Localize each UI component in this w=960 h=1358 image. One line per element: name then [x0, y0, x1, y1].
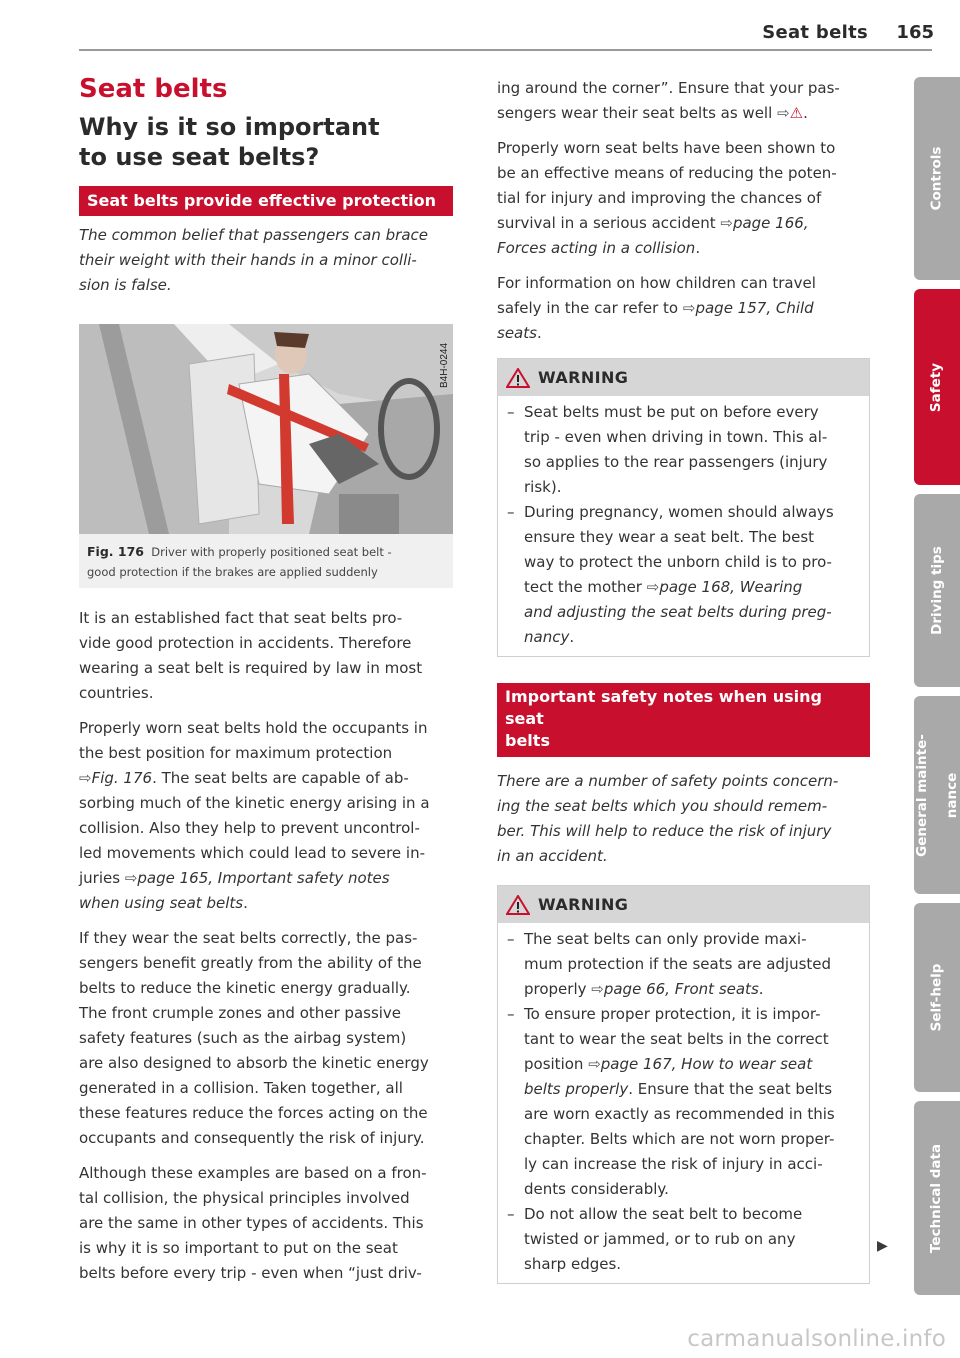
cross-reference-link[interactable]: and adjusting the seat belts during preg-	[524, 603, 832, 621]
text-span: safely in the car refer to	[497, 299, 683, 317]
body-paragraph	[79, 1161, 453, 1286]
text-span: .	[758, 980, 764, 998]
side-tab-label: Technical data	[928, 1143, 945, 1253]
text-span: properly	[524, 980, 592, 998]
figure-caption-line: Driver with properly positioned seat belt -	[151, 545, 392, 559]
text-line: mum protection if the seats are adjusted	[524, 955, 832, 973]
text-line: be an effective means of reducing the poten-	[497, 164, 837, 182]
text-line: twisted or jammed, or to rub on any	[524, 1230, 796, 1248]
text-line: so applies to the rear passengers (injury	[524, 453, 828, 471]
text-line: ly can increase the risk of injury in acci-	[524, 1155, 823, 1173]
cross-reference-link[interactable]: belts properly	[524, 1080, 629, 1098]
text-span: position	[524, 1055, 589, 1073]
intro-line: in an accident.	[497, 847, 608, 865]
figure-caption-line: good protection if the brakes are applied suddenly	[87, 565, 378, 579]
warning-item	[506, 1202, 859, 1277]
cross-reference-link[interactable]: when using seat belts	[79, 894, 244, 912]
side-tab-technical-data[interactable]	[914, 1101, 960, 1295]
figure-label: Fig. 176	[87, 544, 144, 559]
cross-ref-arrow-icon: ⇨	[646, 578, 660, 596]
warning-item-text	[524, 1202, 802, 1277]
cross-reference-link[interactable]: nancy	[524, 628, 570, 646]
list-dash: –	[507, 1205, 515, 1223]
warning-body	[498, 396, 869, 656]
text-line	[79, 866, 453, 891]
left-column	[79, 74, 453, 1296]
topic-banner	[497, 683, 870, 757]
text-span: . The seat belts are capable of ab-	[152, 769, 409, 787]
text-line: sorbing much of the kinetic energy arising in a	[79, 794, 430, 812]
text-span: .	[243, 894, 248, 912]
side-tab-label: Driving tips	[928, 546, 945, 635]
cross-reference-link[interactable]: page 66, Front seats	[603, 980, 759, 998]
continue-arrow-icon: ▶	[877, 1238, 888, 1254]
text-line: tial for injury and improving the chances of	[497, 189, 822, 207]
intro-text	[79, 223, 453, 298]
warning-item-text	[524, 500, 834, 650]
banner-line: Important safety notes when using seat	[505, 687, 822, 728]
body-paragraph	[79, 926, 453, 1151]
list-dash: –	[507, 403, 515, 421]
running-header-title: Seat belts	[762, 22, 868, 43]
text-span: . Ensure that the seat belts	[628, 1080, 833, 1098]
text-line: vide good protection in accidents. Therefore	[79, 634, 412, 652]
subsection-title	[79, 112, 453, 172]
watermark: carmanualsonline.info	[687, 1326, 946, 1352]
list-dash: –	[507, 503, 515, 521]
text-line	[524, 625, 834, 650]
topic-banner: Seat belts provide effective protection	[79, 186, 453, 216]
intro-line: There are a number of safety points concern-	[497, 772, 839, 790]
text-line: tal collision, the physical principles involved	[79, 1189, 410, 1207]
cross-reference-link[interactable]: page 168, Wearing	[659, 578, 803, 596]
body-paragraph	[79, 716, 453, 916]
text-span: .	[695, 239, 701, 257]
warning-title: WARNING	[538, 895, 629, 914]
text-line: To ensure proper protection, it is impor-	[524, 1005, 821, 1023]
body-paragraph	[497, 136, 870, 261]
side-tab-label: Controls	[928, 146, 945, 211]
text-line: If they wear the seat belts correctly, the pas-	[79, 929, 418, 947]
intro-line: their weight with their hands in a minor colli-	[79, 251, 417, 269]
right-column	[497, 76, 870, 1284]
text-line: sengers wear their seat belts as well ⇨⚠.	[497, 104, 808, 122]
text-line: occupants and consequently the risk of injury.	[79, 1129, 425, 1147]
side-tab-controls[interactable]	[914, 77, 960, 280]
text-line: trip - even when driving in town. This al-	[524, 428, 828, 446]
text-line: risk).	[524, 478, 562, 496]
intro-text	[497, 769, 870, 869]
text-line: dents considerably.	[524, 1180, 669, 1198]
text-line: generated in a collision. Taken together, all	[79, 1079, 403, 1097]
text-span: .	[569, 628, 575, 646]
text-line: Properly worn seat belts have been shown to	[497, 139, 836, 157]
text-line	[497, 321, 870, 346]
cross-reference-link[interactable]: page 165, Important safety notes	[137, 869, 390, 887]
list-dash: –	[507, 930, 515, 948]
text-line: countries.	[79, 684, 154, 702]
cross-ref-arrow-icon: ⇨	[777, 104, 790, 122]
side-tab-label: Safety	[928, 362, 945, 412]
warning-item	[506, 927, 859, 1002]
text-line: sharp edges.	[524, 1255, 622, 1273]
figure-code-text: B4H-0244	[439, 342, 450, 388]
subsection-title-line: Why is it so important	[79, 113, 380, 141]
figure-caption	[79, 534, 453, 588]
side-tab-general-maintenance[interactable]	[914, 696, 960, 894]
side-tab-label	[915, 734, 960, 857]
side-tab-label: Self-help	[928, 963, 945, 1032]
cross-ref-arrow-icon: ⇨	[124, 869, 138, 887]
cross-reference-link[interactable]: seats	[497, 324, 537, 342]
text-line	[497, 211, 870, 236]
text-line: The seat belts can only provide maxi-	[524, 930, 807, 948]
text-line: sengers benefit greatly from the ability of the	[79, 954, 422, 972]
figure-driver-seatbelt	[79, 324, 453, 534]
text-line: Although these examples are based on a fron-	[79, 1164, 427, 1182]
cross-ref-arrow-icon: ⇨	[79, 769, 92, 787]
text-line	[497, 236, 870, 261]
text-line: belts to reduce the kinetic energy gradually.	[79, 979, 411, 997]
text-line	[79, 766, 453, 791]
text-line: is why it is so important to put on the seat	[79, 1239, 398, 1257]
text-span: sengers wear their seat belts as well	[497, 104, 773, 122]
text-line: It is an established fact that seat belts pro-	[79, 609, 403, 627]
warning-item	[506, 1002, 859, 1202]
warning-item	[506, 500, 859, 650]
body-paragraph	[497, 76, 870, 126]
text-line: chapter. Belts which are not worn proper-	[524, 1130, 835, 1148]
cross-reference-link[interactable]: page 166,	[732, 214, 809, 232]
text-span: survival in a serious accident	[497, 214, 721, 232]
text-line: the best position for maximum protection	[79, 744, 393, 762]
text-line: these features reduce the forces acting on the	[79, 1104, 428, 1122]
warning-item-text	[524, 1002, 835, 1202]
text-span: .	[536, 324, 542, 342]
side-tab-safety[interactable]	[914, 289, 960, 485]
warning-box	[497, 885, 870, 1284]
header-divider	[79, 49, 932, 51]
text-line: way to protect the unborn child is to pro-	[524, 553, 832, 571]
text-line	[497, 296, 870, 321]
warning-title: WARNING	[538, 368, 629, 387]
intro-line: The common belief that passengers can brace	[79, 226, 429, 244]
driver-illustration	[79, 324, 453, 534]
text-line: are also designed to absorb the kinetic energy	[79, 1054, 429, 1072]
warning-header	[498, 886, 869, 923]
side-tab-label-line: nance	[943, 772, 960, 818]
section-title: Seat belts	[79, 74, 228, 104]
warning-item	[506, 400, 859, 500]
text-line: The front crumple zones and other passive	[79, 1004, 402, 1022]
text-line: For information on how children can travel	[497, 274, 816, 292]
text-line: are worn exactly as recommended in this	[524, 1105, 835, 1123]
text-line	[524, 977, 831, 1002]
text-line: ing around the corner”. Ensure that your pas-	[497, 79, 840, 97]
cross-ref-arrow-icon: ⇨	[591, 980, 604, 998]
intro-line: ing the seat belts which you should remem-	[497, 797, 828, 815]
text-line: Properly worn seat belts hold the occupants in	[79, 719, 428, 737]
text-line	[79, 891, 453, 916]
warning-header	[498, 359, 869, 396]
cross-reference-link[interactable]: Fig. 176	[91, 769, 153, 787]
warning-triangle-icon	[506, 895, 530, 915]
warning-body	[498, 923, 869, 1283]
cross-ref-arrow-icon: ⇨	[720, 214, 733, 232]
list-dash: –	[507, 1005, 515, 1023]
figure-code-label	[436, 330, 450, 390]
page-number: 165	[896, 22, 934, 43]
intro-line: ber. This will help to reduce the risk of injury	[497, 822, 832, 840]
text-span: tect the mother	[524, 578, 647, 596]
text-line: ensure they wear a seat belt. The best	[524, 528, 815, 546]
side-tab-self-help[interactable]	[914, 903, 960, 1092]
cross-reference-link[interactable]: page 167, How to wear seat	[600, 1055, 813, 1073]
text-line: During pregnancy, women should always	[524, 503, 834, 521]
text-line: safety features (such as the airbag system)	[79, 1029, 407, 1047]
text-line	[524, 1052, 835, 1077]
text-line: wearing a seat belt is required by law in most	[79, 659, 423, 677]
body-paragraph	[79, 606, 453, 706]
cross-ref-arrow-icon: ⇨	[588, 1055, 601, 1073]
cross-reference-link[interactable]: Forces acting in a collision	[497, 239, 696, 257]
body-paragraph	[497, 271, 870, 346]
side-tab-driving-tips[interactable]	[914, 494, 960, 687]
text-line: collision. Also they help to prevent uncontrol-	[79, 819, 420, 837]
subsection-title-line: to use seat belts?	[79, 143, 320, 171]
text-line	[524, 1077, 835, 1102]
text-span: juries	[79, 869, 125, 887]
warning-item-text	[524, 400, 827, 500]
text-line: belts before every trip - even when “just driv-	[79, 1264, 422, 1282]
banner-line: belts	[505, 731, 550, 750]
text-line: are the same in other types of accidents. This	[79, 1214, 424, 1232]
text-line: Do not allow the seat belt to become	[524, 1205, 803, 1223]
text-line: led movements which could lead to severe in-	[79, 844, 426, 862]
cross-reference-link[interactable]: page 157, Child	[695, 299, 814, 317]
text-line: tant to wear the seat belts in the correct	[524, 1030, 829, 1048]
intro-line: sion is false.	[79, 276, 172, 294]
warning-item-text	[524, 927, 831, 1002]
side-tab-label-line: General mainte-	[913, 733, 930, 857]
warning-ref-icon[interactable]: ⚠	[789, 104, 804, 122]
text-line: Seat belts must be put on before every	[524, 403, 819, 421]
text-line	[524, 575, 834, 600]
cross-ref-arrow-icon: ⇨	[682, 299, 696, 317]
warning-box	[497, 358, 870, 657]
warning-triangle-icon	[506, 368, 530, 388]
